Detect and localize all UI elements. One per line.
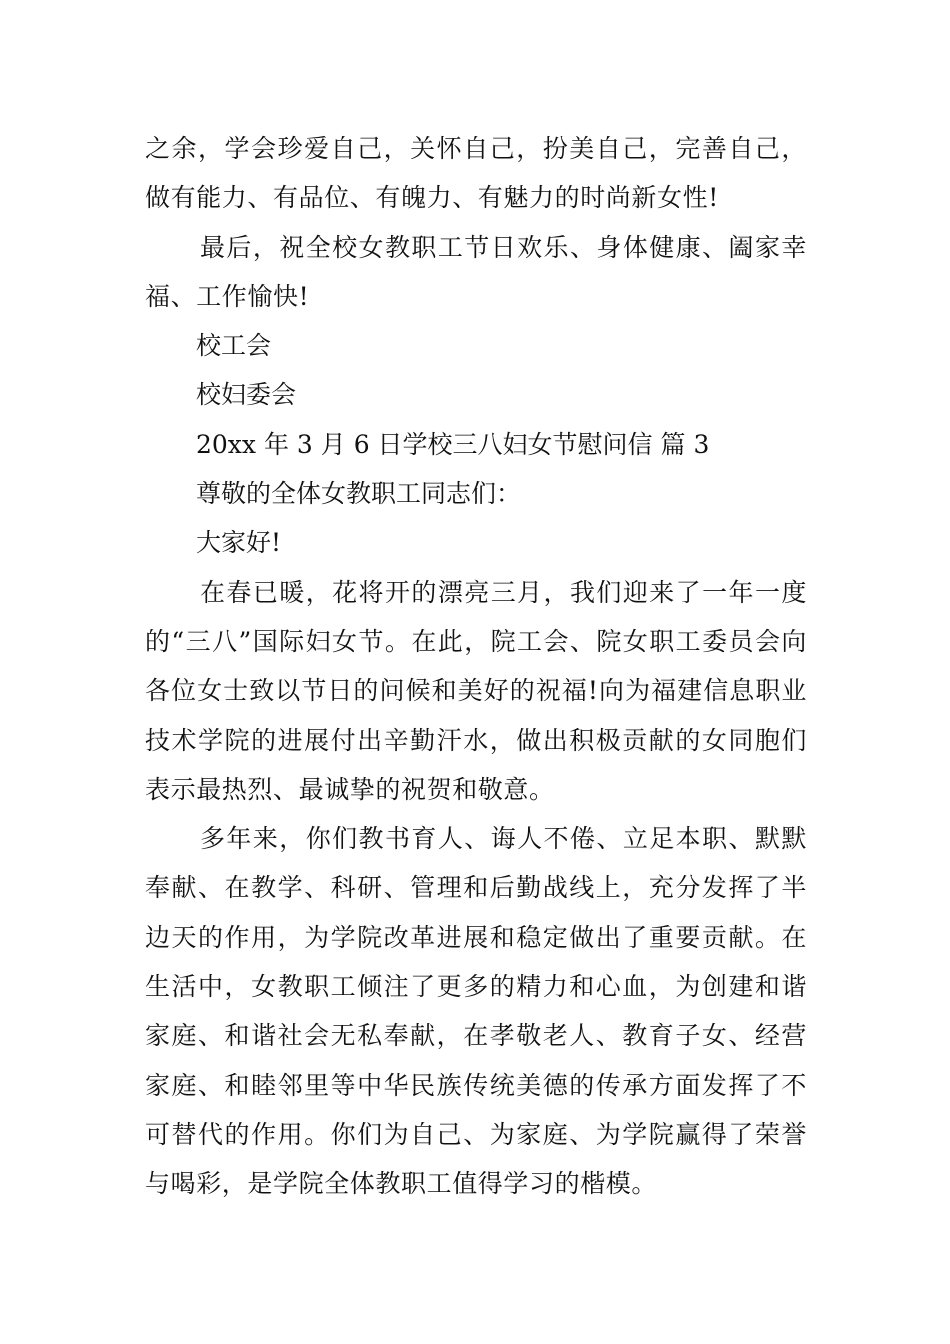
paragraph-continuation: 之余，学会珍爱自己，关怀自己，扮美自己，完善自己，做有能力、有品位、有魄力、有魅力的时尚新女性! [145,134,807,213]
greeting: 大家好! [196,528,282,558]
paragraph-closing-wishes: 最后，祝全校女教职工节日欢乐、身体健康、阖家幸福、工作愉快! [145,232,807,311]
document-body [145,124,807,1209]
salutation: 尊敬的全体女教职工同志们： [196,479,522,509]
signature-women-committee: 校妇委会 [196,380,297,410]
signature-union: 校工会 [196,331,272,361]
paragraph-contributions: 多年来，你们教书育人、诲人不倦、立足本职、默默奉献、在教学、科研、管理和后勤战线上，充分发挥了半边天的作用，为学院改革进展和稳定做出了重要贡献。在生活中，女教职工倾注了更多的精力和心血，为创建和谐家庭、和谐社会无私奉献，在孝敬老人、教育子女、经营家庭、和睦邻里等中华民族传统美德的传承方面发挥了不可替代的作用。你们为自己、为家庭、为学院赢得了荣誉与喝彩，是学院全体教职工值得学习的楷模。 [145,824,807,1199]
section-heading: 20xx 年 3 月 6 日学校三八妇女节慰问信 篇 3 [196,429,710,459]
paragraph-festival-greeting: 在春已暖，花将开的漂亮三月，我们迎来了一年一度的“三八”国际妇女节。在此，院工会、院女职工委员会向各位女士致以节日的问候和美好的祝福!向为福建信息职业技术学院的进展付出辛勤汗水，做出积极贡献的女同胞们表示最热烈、最诚挚的祝贺和敬意。 [145,577,807,804]
